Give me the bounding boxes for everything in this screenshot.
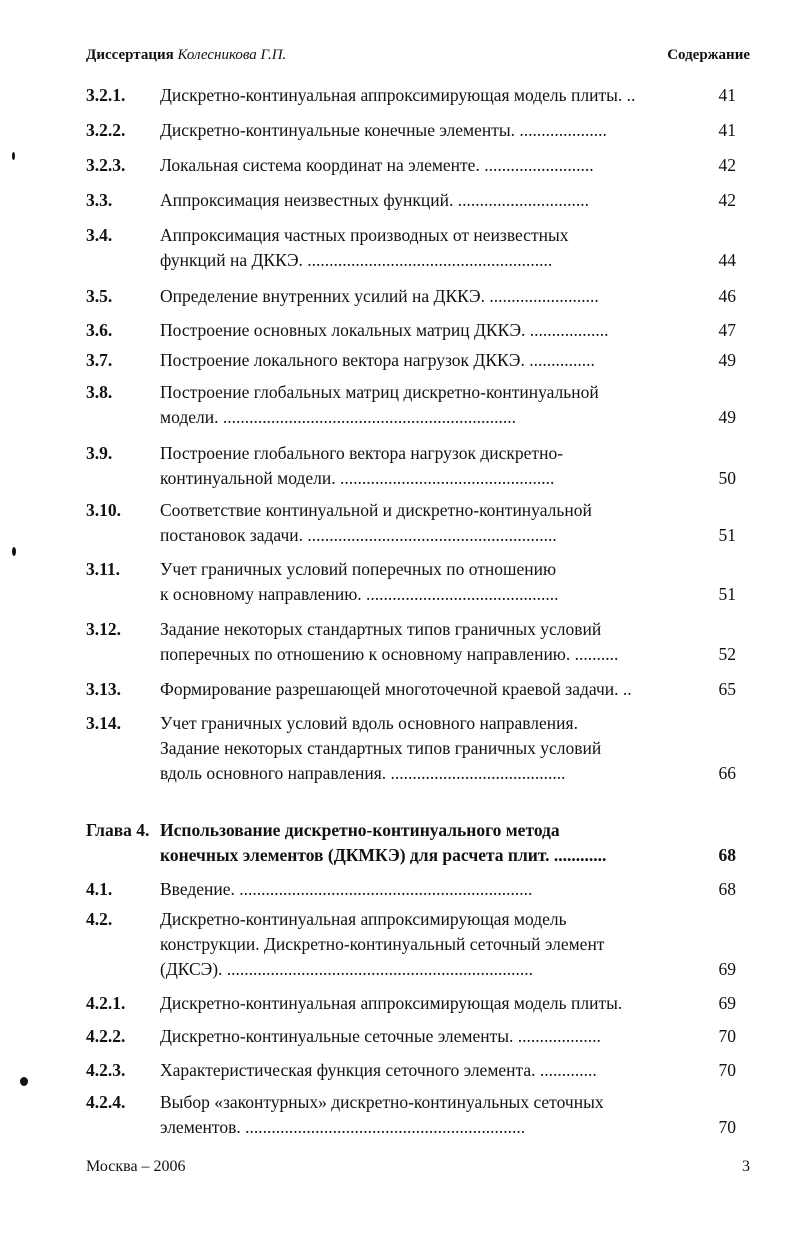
toc-entry-title-line: (ДКСЭ). ...................................................................... <box>160 959 534 979</box>
toc-entry-title-line: Выбор «законтурных» дискретно-континуальных сеточных <box>160 1092 604 1112</box>
toc-entry-title-line: Соответствие континуальной и дискретно-континуальной <box>160 500 592 520</box>
toc-entry-number: 3.3. <box>86 190 113 210</box>
toc-entry-title <box>160 318 690 343</box>
toc-entry-title <box>160 1058 690 1083</box>
toc-entry-title <box>160 677 690 702</box>
toc-entry-number: 4.2. <box>86 909 113 929</box>
toc-entry-title-line: Аппроксимация частных производных от неизвестных <box>160 225 569 245</box>
toc-entry-page: 70 <box>718 1026 736 1046</box>
toc-entry-page: 47 <box>718 320 736 340</box>
toc-entry-number: 3.10. <box>86 500 121 520</box>
toc-entry-page: 68 <box>718 845 736 865</box>
toc-entry-title-line: вдоль основного направления. ........................................ <box>160 763 566 783</box>
toc-entry-title-line: к основному направлению. ............................................ <box>160 584 559 604</box>
toc-entry-title-line: конечных элементов (ДКМКЭ) для расчета плит. ............ <box>160 845 607 865</box>
toc-entry-title-line: Введение. ................................................................... <box>160 879 533 899</box>
toc-entry-number: 3.6. <box>86 320 113 340</box>
toc-entry-page: 41 <box>718 85 736 105</box>
toc-entry-title-line: поперечных по отношению к основному направлению. .......... <box>160 644 619 664</box>
toc-entry-number: 3.9. <box>86 443 113 463</box>
toc-entry-title <box>160 711 690 786</box>
toc-entry-title-line: Построение глобального вектора нагрузок дискретно- <box>160 443 564 463</box>
toc-entry-number: 4.2.1. <box>86 993 126 1013</box>
toc-entry-title <box>160 223 690 273</box>
toc-entry-page: 70 <box>718 1117 736 1137</box>
toc-entry-page: 69 <box>718 959 736 979</box>
toc-entry-title-line: Построение глобальных матриц дискретно-континуальной <box>160 382 599 402</box>
toc-entry-title-line: континуальной модели. ................................................. <box>160 468 555 488</box>
toc-entry-title-line: постановок задачи. ......................................................... <box>160 525 557 545</box>
toc-entry-page: 65 <box>718 679 736 699</box>
toc-entry-number: 3.7. <box>86 350 113 370</box>
toc-entry-title <box>160 1024 690 1049</box>
footer-page-number: 3 <box>742 1158 750 1175</box>
toc-entry-number: 4.2.2. <box>86 1026 126 1046</box>
header-title <box>86 47 286 64</box>
toc-entry-title <box>160 380 690 430</box>
toc-entry-number: 3.8. <box>86 382 113 402</box>
toc-entry-number: 3.2.2. <box>86 120 126 140</box>
toc-entry-number: 3.11. <box>86 559 121 579</box>
toc-entry-title <box>160 877 690 902</box>
toc-entry-title-line: Дискретно-континуальная аппроксимирующая модель плиты. <box>160 993 623 1013</box>
toc-entry-page: 46 <box>718 286 736 306</box>
toc-entry-page: 42 <box>718 190 736 210</box>
toc-entry-title <box>160 188 690 213</box>
toc-entry-page: 50 <box>718 468 736 488</box>
toc-entry-title-line: Локальная система координат на элементе. ......................... <box>160 155 594 175</box>
toc-entry-title <box>160 118 690 143</box>
toc-entry-title-line: Формирование разрешающей многоточечной краевой задачи. .. <box>160 679 632 699</box>
toc-entry-number: 4.2.4. <box>86 1092 126 1112</box>
footer-city-year: Москва – 2006 <box>86 1158 186 1175</box>
toc-entry-title <box>160 348 690 373</box>
page-header <box>86 47 750 73</box>
toc-entry-title <box>160 991 690 1016</box>
toc-entry-title <box>160 818 690 868</box>
toc-entry-number: 4.2.3. <box>86 1060 126 1080</box>
toc-entry-number: 3.5. <box>86 286 113 306</box>
toc-entry-number: 3.14. <box>86 713 121 733</box>
scan-mark <box>20 1077 28 1086</box>
toc-entry-title-line: функций на ДККЭ. ........................................................ <box>160 250 553 270</box>
toc-entry-page: 51 <box>718 525 736 545</box>
toc-entry-title-line: Задание некоторых стандартных типов граничных условий <box>160 619 602 639</box>
toc-entry-page: 66 <box>718 763 736 783</box>
toc-entry-title-line: Задание некоторых стандартных типов граничных условий <box>160 738 602 758</box>
toc-entry-title <box>160 907 690 982</box>
toc-entry-title <box>160 617 690 667</box>
scan-mark <box>12 152 15 160</box>
toc-entry-page: 41 <box>718 120 736 140</box>
toc-entry-title-line: Дискретно-континуальные сеточные элементы. ................... <box>160 1026 601 1046</box>
scan-mark <box>12 547 16 556</box>
toc-entry-number: 3.4. <box>86 225 113 245</box>
toc-entry-page: 49 <box>718 350 736 370</box>
toc-entry-title-line: Построение локального вектора нагрузок ДККЭ. ............... <box>160 350 595 370</box>
toc-entry-title-line: Аппроксимация неизвестных функций. .............................. <box>160 190 589 210</box>
toc-entry-number: 4.1. <box>86 879 113 899</box>
header-author: Колесникова Г.П. <box>177 47 287 63</box>
toc-entry-title-line: Дискретно-континуальная аппроксимирующая модель плиты. .. <box>160 85 636 105</box>
toc-entry-number: 3.12. <box>86 619 121 639</box>
toc-entry-page: 68 <box>718 879 736 899</box>
toc-entry-title-line: Использование дискретно-континуального метода <box>160 820 560 840</box>
toc-entry-title-line: Характеристическая функция сеточного элемента. ............. <box>160 1060 597 1080</box>
toc-entry-number: 3.2.1. <box>86 85 126 105</box>
toc-entry-number: Глава 4. <box>86 820 150 840</box>
toc-entry-title <box>160 83 690 108</box>
toc-entry-page: 70 <box>718 1060 736 1080</box>
toc-entry-title-line: Построение основных локальных матриц ДККЭ. .................. <box>160 320 609 340</box>
toc-entry-title <box>160 284 690 309</box>
toc-entry-title <box>160 441 690 491</box>
toc-entry-page: 44 <box>718 250 736 270</box>
toc-entry-page: 42 <box>718 155 736 175</box>
toc-entry-title-line: модели. ................................................................... <box>160 407 516 427</box>
toc-entry-title-line: Учет граничных условий вдоль основного направления. <box>160 713 578 733</box>
toc-entry-title <box>160 1090 690 1140</box>
toc-entry-title <box>160 153 690 178</box>
header-section: Содержание <box>667 47 750 63</box>
toc-entry-title <box>160 557 690 607</box>
toc-entry-page: 69 <box>718 993 736 1013</box>
toc-entry-title-line: Определение внутренних усилий на ДККЭ. ......................... <box>160 286 599 306</box>
toc-entry-number: 3.2.3. <box>86 155 126 175</box>
toc-entry-title-line: Дискретно-континуальная аппроксимирующая модель <box>160 909 567 929</box>
toc-entry-page: 52 <box>718 644 736 664</box>
header-label: Диссертация <box>86 47 174 63</box>
toc-entry-title-line: Дискретно-континуальные конечные элементы. .................... <box>160 120 607 140</box>
toc-entry-number: 3.13. <box>86 679 121 699</box>
toc-entry-title <box>160 498 690 548</box>
toc-entry-title-line: конструкции. Дискретно-континуальный сеточный элемент <box>160 934 605 954</box>
toc-entry-title-line: элементов. ................................................................ <box>160 1117 526 1137</box>
toc-entry-page: 51 <box>718 584 736 604</box>
toc-entry-page: 49 <box>718 407 736 427</box>
toc-entry-title-line: Учет граничных условий поперечных по отношению <box>160 559 557 579</box>
